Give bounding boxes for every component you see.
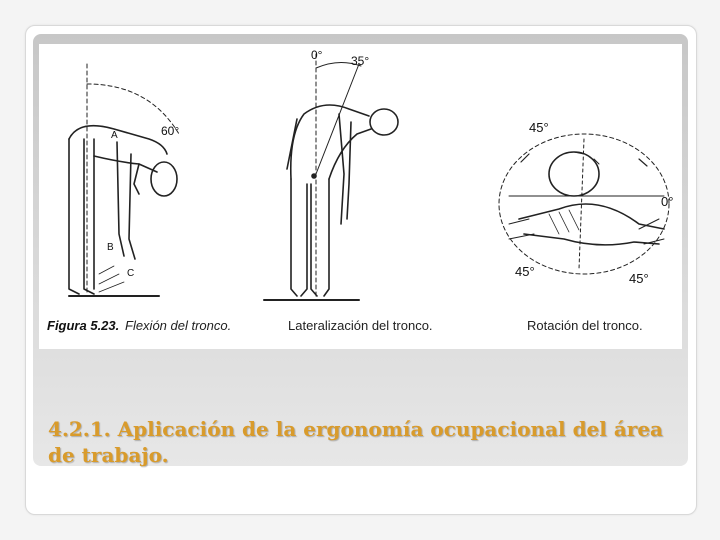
lateral-angle-label: 35° <box>351 54 370 68</box>
rotation-bottom-left-label: 45° <box>515 264 535 279</box>
rotation-figure <box>499 134 669 274</box>
rotation-top-label: 45° <box>529 120 549 135</box>
figure-caption-title: Figura 5.23. <box>47 318 120 333</box>
caption-rotation: Rotación del tronco. <box>527 318 643 333</box>
flexion-figure <box>69 64 179 296</box>
caption-flexion: Flexión del tronco. <box>125 318 232 333</box>
flexion-point-a-label: A <box>111 130 118 141</box>
flexion-angle-label: 60° <box>161 124 180 138</box>
slide-heading: 4.2.1. Aplicación de la ergonomía ocupacional del área de trabajo. <box>48 417 664 467</box>
rotation-bottom-right-label: 45° <box>629 271 649 286</box>
flexion-point-c-label: C <box>127 268 135 279</box>
lateral-zero-label: 0° <box>311 48 323 62</box>
caption-lateral: Lateralización del tronco. <box>288 318 433 333</box>
rotation-right-label: 0° <box>661 194 674 209</box>
ergonomic-figure-drawing <box>39 44 682 349</box>
flexion-point-b-label: B <box>107 242 114 253</box>
lateral-figure <box>264 54 398 300</box>
figure-image <box>39 44 682 349</box>
